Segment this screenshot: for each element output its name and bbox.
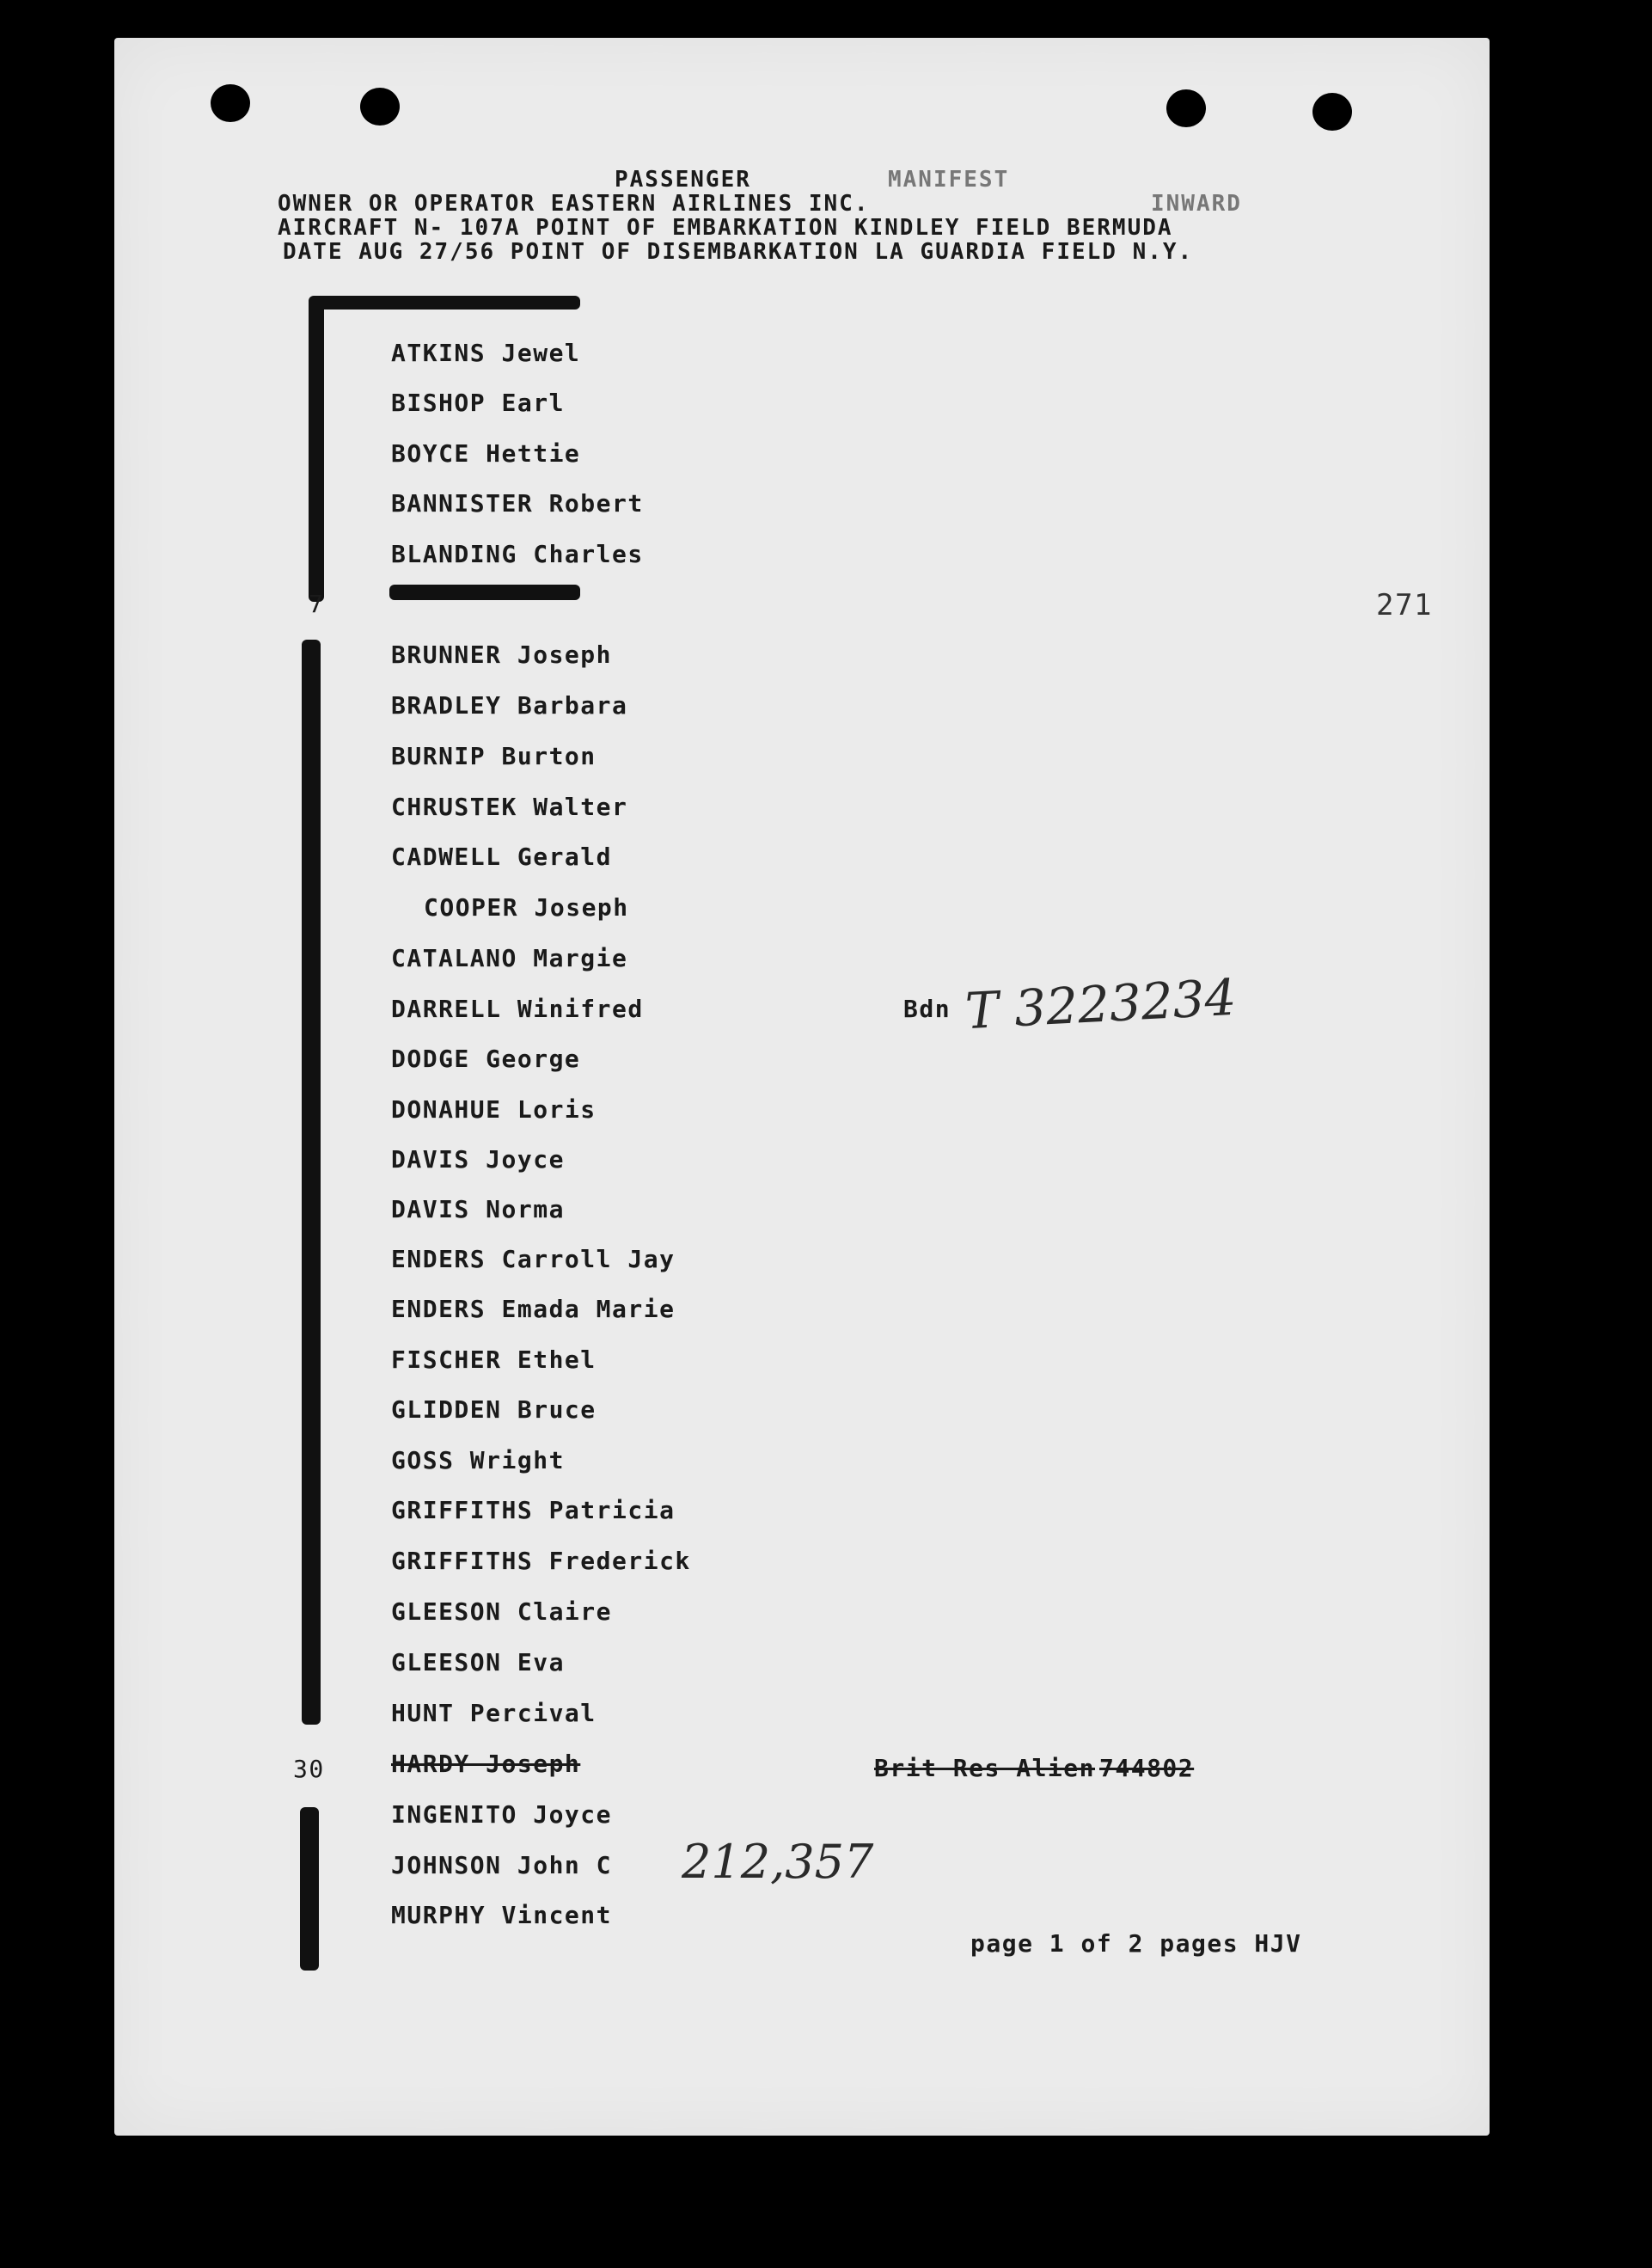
passenger-name: COOPER Joseph (424, 893, 629, 922)
passenger-name: ENDERS Emada Marie (391, 1295, 676, 1323)
passenger-name: ENDERS Carroll Jay (391, 1245, 676, 1273)
passenger-name: DARRELL Winifred (391, 995, 644, 1023)
page-footer: page 1 of 2 pages HJV (970, 1929, 1302, 1958)
passenger-name: BRUNNER Joseph (391, 641, 613, 669)
passenger-name: FISCHER Ethel (391, 1345, 597, 1374)
passenger-name: DAVIS Joyce (391, 1145, 565, 1174)
alien-number: 744802 (1099, 1754, 1195, 1782)
passenger-name: BOYCE Hettie (391, 439, 581, 468)
passenger-name: DONAHUE Loris (391, 1095, 597, 1124)
bdn-handwritten-number: T 3223234 (964, 967, 1239, 1041)
page-number: 271 (1376, 588, 1433, 622)
passenger-name: GOSS Wright (391, 1446, 565, 1474)
owner-line-right: INWARD (1151, 191, 1242, 217)
passenger-name: BISHOP Earl (391, 389, 565, 417)
passenger-name-struck: HARDY Joseph (391, 1750, 581, 1778)
redaction-7 (389, 585, 580, 600)
aircraft-line: AIRCRAFT N- 107A POINT OF EMBARKATION KINDLEY FIELD BERMUDA (278, 215, 1173, 241)
bdn-label: Bdn (903, 995, 951, 1023)
passenger-name: BRADLEY Barbara (391, 691, 628, 720)
punch-hole-right-1 (1166, 89, 1206, 127)
passenger-name: BANNISTER Robert (391, 489, 644, 518)
passenger-name: CADWELL Gerald (391, 843, 613, 871)
owner-line: OWNER OR OPERATOR EASTERN AIRLINES INC. (278, 191, 870, 217)
row-no-7: 7 (309, 590, 325, 618)
punch-hole-left-2 (360, 88, 400, 126)
manifest-page (114, 38, 1490, 2136)
passenger-name: BLANDING Charles (391, 540, 644, 568)
passenger-name: DAVIS Norma (391, 1195, 565, 1223)
date-line: DATE AUG 27/56 POINT OF DISEMBARKATION LA GUARDIA FIELD N.Y. (283, 239, 1194, 265)
passenger-name: HUNT Percival (391, 1699, 597, 1727)
passenger-name: GRIFFITHS Frederick (391, 1547, 691, 1575)
passenger-name: CHRUSTEK Walter (391, 793, 628, 821)
punch-hole-right-2 (1312, 93, 1352, 131)
passenger-name: INGENITO Joyce (391, 1800, 613, 1829)
brit-res-alien-note: Brit Res Alien (874, 1754, 1096, 1782)
redaction-bar-1 (309, 296, 324, 602)
passenger-name: DODGE George (391, 1045, 581, 1073)
passenger-name: BURNIP Burton (391, 742, 597, 770)
punch-hole-left-1 (211, 84, 250, 122)
passenger-name: GLEESON Claire (391, 1597, 613, 1626)
passenger-name: CATALANO Margie (391, 944, 628, 972)
passenger-name: MURPHY Vincent (391, 1901, 613, 1929)
manifest-title: PASSENGER (615, 167, 751, 193)
passenger-name: GLEESON Eva (391, 1648, 565, 1676)
redaction-bar-3 (300, 1807, 319, 1971)
johnson-handwritten-number: 212,357 (682, 1835, 874, 1889)
passenger-name: GRIFFITHS Patricia (391, 1496, 676, 1524)
passenger-name: GLIDDEN Bruce (391, 1395, 597, 1424)
row-no-30: 30 (293, 1755, 325, 1783)
redaction-bracket-top (312, 296, 580, 310)
manifest-title-partial: MANIFEST (888, 167, 1010, 193)
passenger-name: ATKINS Jewel (391, 339, 581, 367)
passenger-name: JOHNSON John C (391, 1851, 613, 1879)
redaction-bar-2 (302, 640, 321, 1725)
